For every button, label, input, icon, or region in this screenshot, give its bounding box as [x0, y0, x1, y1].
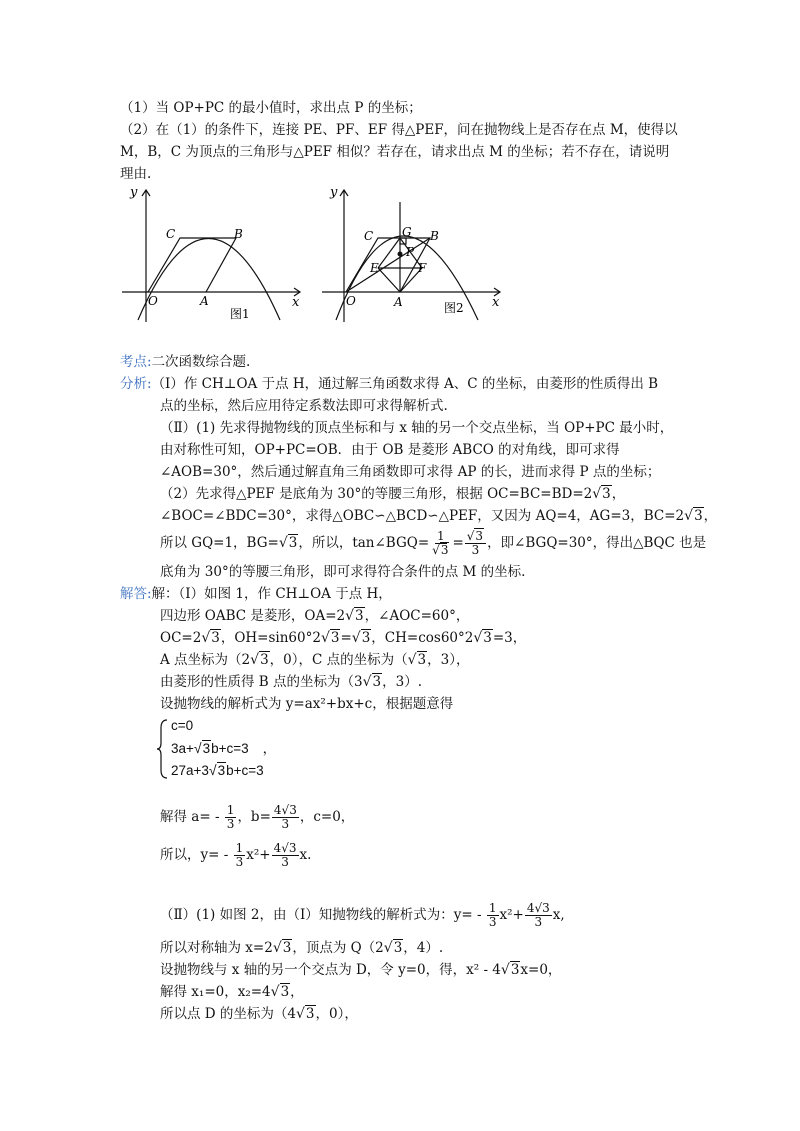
- jieda-line-4: A 点坐标为（2√3，0），C 点的坐标为（√3，3），: [160, 652, 470, 668]
- question-1: （1）当 OP+PC 的最小值时，求出点 P 的坐标；: [120, 100, 422, 116]
- fig1-label-O: O: [148, 294, 158, 308]
- question-2-line-1: （2）在（1）的条件下，连接 PE、PF、EF 得△PEF，问在抛物线上是否存在点 M，使得以: [120, 122, 678, 138]
- fig2-label-B: B: [430, 229, 439, 243]
- fig1-label-B: B: [234, 227, 243, 241]
- fig2-label-E: E: [370, 261, 379, 275]
- fig1-caption: 图1: [230, 307, 250, 321]
- fig1-label-y: y: [130, 185, 138, 200]
- part2-line-3: 设抛物线与 x 轴的另一个交点为 D，令 y=0，得，x² - 4√3x=0，: [160, 962, 562, 978]
- part2-line-4: 解得 x₁=0，x₂=4√3，: [160, 984, 304, 1000]
- fig1-label-A: A: [200, 294, 209, 308]
- solution-line: 解得 a= - $\frac{1}{3}$ ，b= $\frac{4√3}{3}$ ，c=0，: [160, 803, 355, 831]
- fig2-label-O: O: [346, 294, 356, 308]
- fenxi-line-6: （2）先求得△PEF 是底角为 30°的等腰三角形，根据 OC=BC=BD=2√3，: [160, 486, 626, 502]
- jieda-label: 解答:: [120, 586, 152, 602]
- fig2-label-C: C: [364, 229, 374, 243]
- part2-line-1: （Ⅱ）(1) 如图 2，由（Ⅰ）知抛物线的解析式为：y= - $\frac{1}{3}$ x²+ $\frac{4√3}{3}$ x,: [160, 901, 565, 929]
- fenxi-line-1: （Ⅰ）作 CH⊥OA 于点 H，通过解三角函数求得 A、C 的坐标，由菱形的性质得出 B: [151, 376, 659, 392]
- kaodian-text: 二次函数综合题.: [151, 354, 251, 370]
- system-eq-1: c=0: [171, 718, 194, 733]
- question-2-line-2: M，B，C 为顶点的三角形与△PEF 相似？若存在，请求出点 M 的坐标；若不存在，请说明: [120, 144, 670, 160]
- fenxi-line-4: 由对称性可知，OP+PC=OB．由于 OB 是菱形 ABCO 的对角线，即可求得: [160, 442, 620, 458]
- fenxi-line-2: 点的坐标，然后应用待定系数法即可求得解析式.: [160, 398, 448, 414]
- figure-2: [318, 182, 508, 327]
- fig2-label-F: F: [418, 261, 427, 275]
- fig2-label-G: G: [402, 225, 412, 239]
- fig1-label-C: C: [166, 227, 176, 241]
- fenxi-line-7: ∠BOC=∠BDC=30°，求得△OBC∽△BCD∽△PEF，又因为 AQ=4，AG=3，BC=2√3，: [160, 508, 718, 524]
- system-eq-2: 3a+√3b+c=3 ，: [171, 740, 277, 756]
- jieda-line-2: 四边形 OABC 是菱形，OA=2√3，∠AOC=60°，: [160, 608, 470, 624]
- fig2-label-y: y: [330, 185, 338, 200]
- fig1-label-x: x: [292, 295, 300, 310]
- part2-line-2: 所以对称轴为 x=2√3，顶点为 Q（2√3，4）.: [160, 940, 444, 956]
- system-brace: [157, 718, 169, 780]
- fenxi-line-9: 底角为 30°的等腰三角形，即可求得符合条件的点 M 的坐标.: [160, 564, 526, 580]
- fenxi-line-5: ∠AOB=30°，然后通过解直角三角函数即可求得 AP 的长，进而求得 P 点的坐标；: [160, 464, 661, 480]
- fig2-label-P: P: [406, 245, 415, 259]
- jieda-line-1: 解：（Ⅰ）如图 1，作 CH⊥OA 于点 H，: [151, 586, 392, 602]
- fig2-label-x: x: [492, 295, 500, 310]
- figure-1: [118, 182, 308, 327]
- fenxi-label: 分析:: [120, 376, 152, 392]
- fenxi-row-1: [120, 374, 658, 394]
- jieda-line-6: 设抛物线的解析式为 y=ax²+bx+c，根据题意得: [160, 696, 454, 712]
- jieda-line-3: OC=2√3，OH=sin60°2√3=√3，CH=cos60°2√3=3，: [160, 630, 527, 646]
- kaodian-row: [120, 352, 250, 372]
- kaodian-label: 考点:: [120, 354, 152, 370]
- fenxi-line-3: （Ⅱ）(1) 先求得抛物线的顶点坐标和与 x 轴的另一个交点坐标，当 OP+PC 最小时，: [160, 420, 674, 436]
- result-line: 所以，y= - $\frac{1}{3}$ x²+ $\frac{4√3}{3}$ x.: [160, 841, 312, 869]
- fig2-caption: 图2: [444, 301, 464, 315]
- question-2-line-3: 理由.: [120, 166, 152, 182]
- system-eq-3: 27a+3√3b+c=3: [171, 762, 264, 778]
- part2-line-5: 所以点 D 的坐标为（4√3，0），: [160, 1006, 358, 1022]
- fig2-label-A: A: [394, 295, 403, 309]
- fenxi-line-8: 所以 GQ=1，BG=√3，所以，tan∠BGQ= $\frac{1}{√3}$ = $\frac{√3}{3}$ ，即∠BGQ=30°，得出△BQC 也是: [160, 529, 707, 557]
- jieda-row-1: [120, 584, 392, 604]
- jieda-line-5: 由菱形的性质得 B 点的坐标为（3√3，3）.: [160, 674, 422, 690]
